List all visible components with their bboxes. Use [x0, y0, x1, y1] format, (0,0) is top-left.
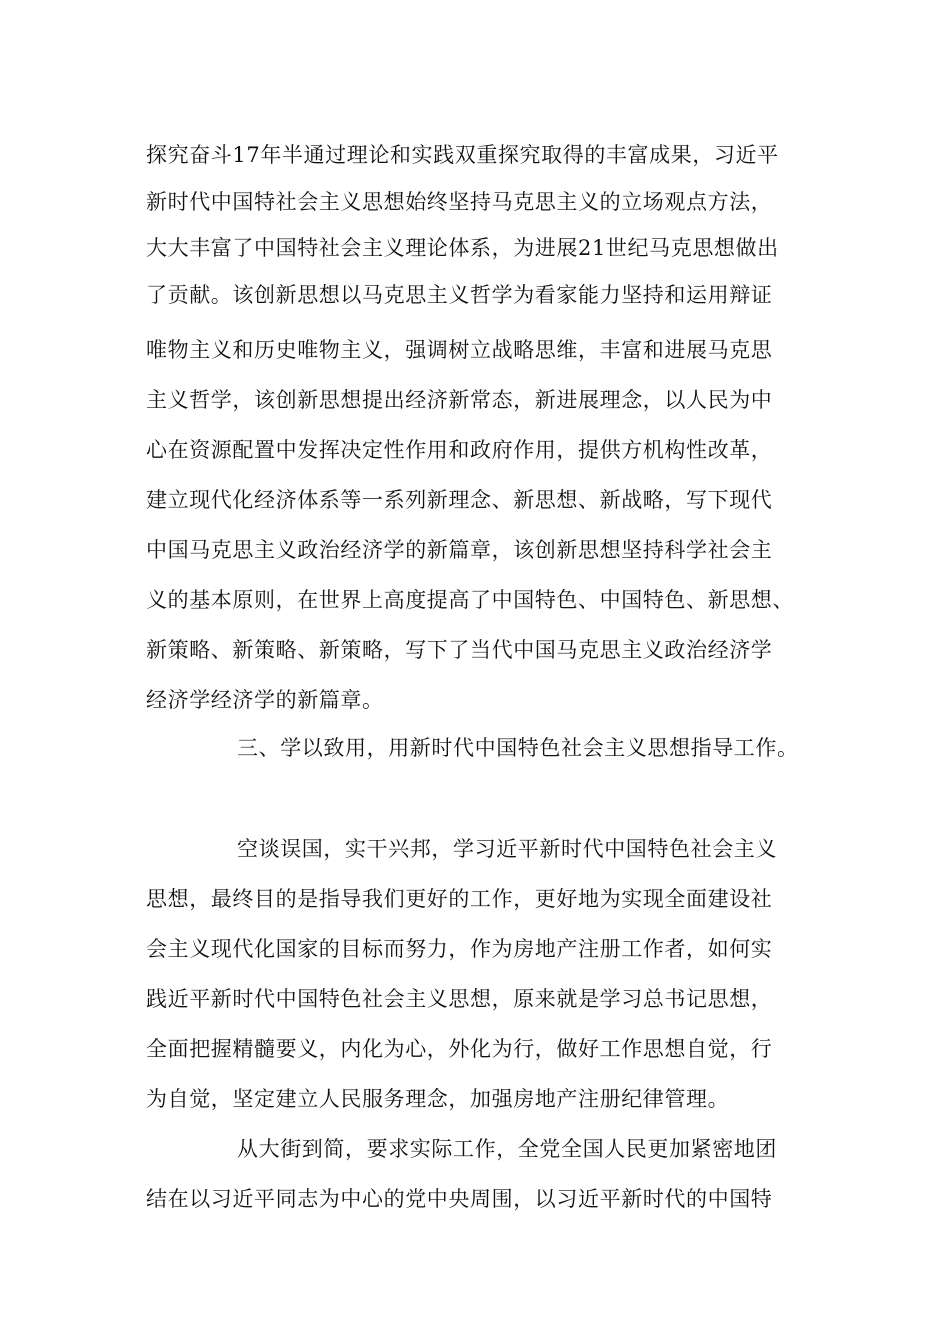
section-heading: 三、学以致用，用新时代中国特色社会主义思想指导工作。: [237, 736, 799, 760]
paragraph-2-line-3: 会主义现代化国家的目标而努力，作为房地产注册工作者，如何实: [146, 937, 773, 961]
paragraph-3-line-2: 结在以习近平同志为中心的党中央周围，以习近平新时代的中国特: [146, 1187, 773, 1211]
paragraph-1-line-2: 新时代中国特社会主义思想始终坚持马克思主义的立场观点方法，: [146, 190, 773, 214]
paragraph-1-line-11: 新策略、新策略、新策略，写下了当代中国马克思主义政治经济学: [146, 638, 773, 662]
paragraph-1-line-4: 了贡献。该创新思想以马克思主义哲学为看家能力坚持和运用辩证: [146, 283, 773, 307]
paragraph-1-line-12: 经济学经济学的新篇章。: [146, 688, 384, 712]
paragraph-2-line-5: 全面把握精髓要义，内化为心，外化为行，做好工作思想自觉，行: [146, 1037, 773, 1061]
paragraph-3-line-1: 从大街到简，要求实际工作，全党全国人民更加紧密地团: [237, 1137, 777, 1161]
paragraph-1-line-5: 唯物主义和历史唯物主义，强调树立战略思维，丰富和进展马克思: [146, 338, 773, 362]
paragraph-1-line-1: 探究奋斗17年半通过理论和实践双重探究取得的丰富成果，习近平: [146, 143, 779, 167]
paragraph-1-line-3: 大大丰富了中国特社会主义理论体系，为进展21世纪马克思想做出: [146, 236, 779, 260]
paragraph-1-line-10: 义的基本原则，在世界上高度提高了中国特色、中国特色、新思想、: [146, 588, 794, 612]
paragraph-1-line-6: 主义哲学，该创新思想提出经济新常态，新进展理念，以人民为中: [146, 388, 773, 412]
paragraph-1-line-9: 中国马克思主义政治经济学的新篇章，该创新思想坚持科学社会主: [146, 538, 773, 562]
paragraph-1-line-7: 心在资源配置中发挥决定性作用和政府作用，提供方机构性改革，: [146, 438, 773, 462]
paragraph-2-line-1: 空谈误国，实干兴邦，学习近平新时代中国特色社会主义: [237, 837, 777, 861]
paragraph-2-line-6: 为自觉，坚定建立人民服务理念，加强房地产注册纪律管理。: [146, 1087, 730, 1111]
paragraph-1-line-8: 建立现代化经济体系等一系列新理念、新思想、新战略，写下现代: [146, 488, 773, 512]
paragraph-2-line-2: 思想，最终目的是指导我们更好的工作，更好地为实现全面建设社: [146, 887, 773, 911]
paragraph-2-line-4: 践近平新时代中国特色社会主义思想，原来就是学习总书记思想，: [146, 987, 773, 1011]
